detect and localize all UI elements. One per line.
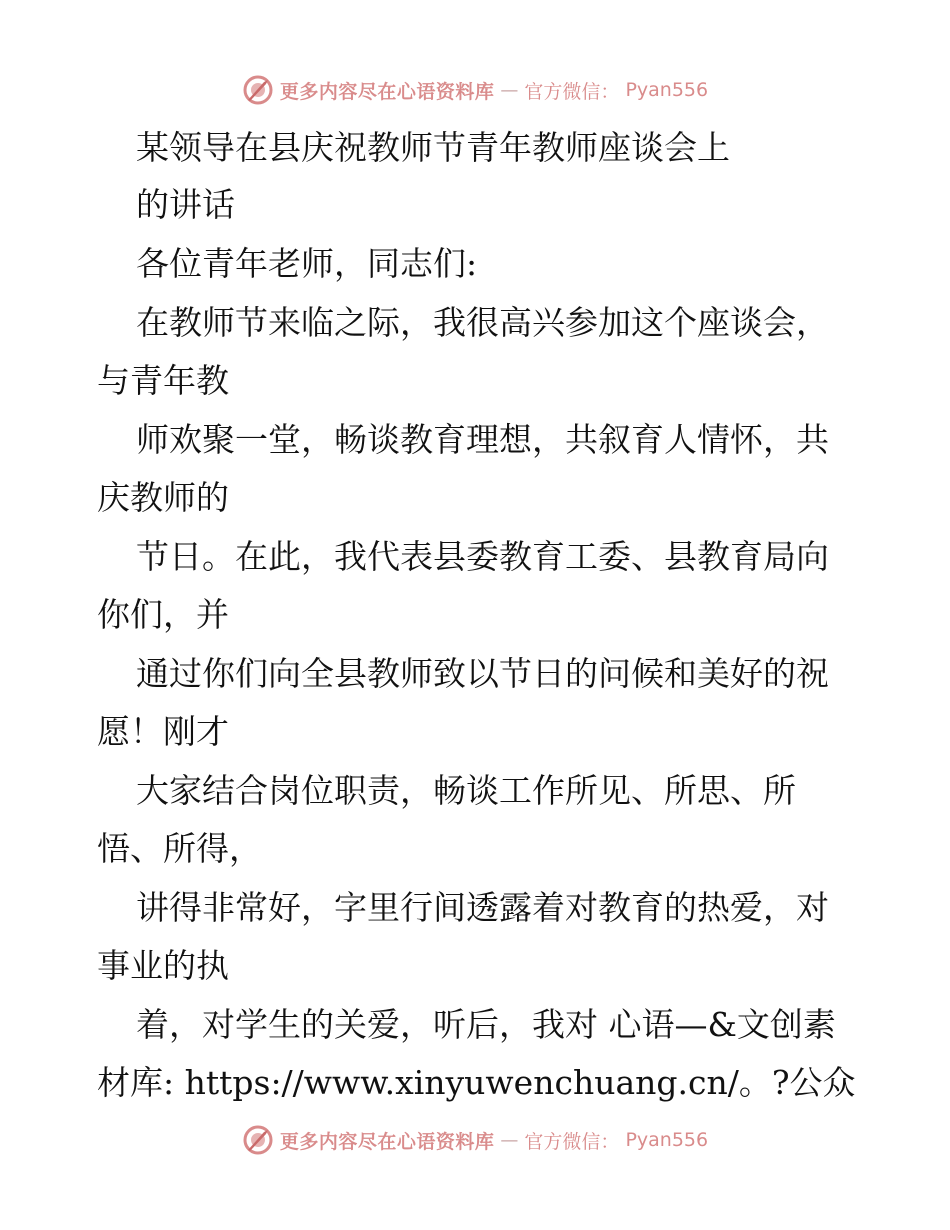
header-watermark bbox=[0, 70, 950, 110]
footer-watermark bbox=[0, 1120, 950, 1160]
watermark-separator: — bbox=[500, 79, 519, 101]
watermark-contact-label: 官方微信： bbox=[524, 80, 620, 103]
paragraph-line: 大家结合岗位职责，畅谈工作所见、所思、所 bbox=[136, 771, 796, 810]
watermark-contact-label: 官方微信： bbox=[524, 1130, 620, 1153]
paragraph-line: 师欢聚一堂，畅谈教育理想，共叙育人情怀，共 bbox=[136, 420, 829, 459]
paragraph-line: 通过你们向全县教师致以节日的问候和美好的祝 bbox=[136, 654, 829, 693]
watermark-contact-id: Pyan556 bbox=[625, 1129, 709, 1151]
paragraph-line: 在教师节来临之际，我很高兴参加这个座谈会， bbox=[136, 303, 829, 342]
paragraph-line: 与青年教 bbox=[97, 361, 229, 400]
paragraph-line: 着，对学生的关爱，听后，我对 心语—&文创素 bbox=[136, 1005, 836, 1044]
watermark-brand: 更多内容尽在心语资料库 bbox=[279, 1130, 495, 1153]
paragraph-line: 事业的执 bbox=[97, 946, 229, 985]
quill-pen-logo-icon bbox=[242, 1124, 274, 1156]
paragraph-line: 节日。在此，我代表县委教育工委、县教育局向 bbox=[136, 537, 829, 576]
quill-pen-logo-icon bbox=[242, 74, 274, 106]
paragraph-line: 讲得非常好，字里行间透露着对教育的热爱，对 bbox=[136, 888, 829, 927]
salutation-line: 各位青年老师，同志们: bbox=[136, 244, 478, 283]
paragraph-line: 材库: https://www.xinyuwenchuang.cn/。?公众 bbox=[97, 1063, 856, 1102]
watermark-separator: — bbox=[500, 1129, 519, 1151]
paragraph-line: 你们，并 bbox=[97, 595, 229, 634]
paragraph-line: 庆教师的 bbox=[97, 478, 229, 517]
paragraph-line: 愿！刚才 bbox=[97, 712, 229, 751]
document-title-line-1: 某领导在县庆祝教师节青年教师座谈会上 bbox=[136, 128, 730, 167]
document-title-line-2: 的讲话 bbox=[136, 185, 235, 224]
watermark-contact-id: Pyan556 bbox=[625, 79, 709, 101]
paragraph-line: 悟、所得， bbox=[97, 829, 262, 868]
watermark-brand: 更多内容尽在心语资料库 bbox=[279, 80, 495, 103]
